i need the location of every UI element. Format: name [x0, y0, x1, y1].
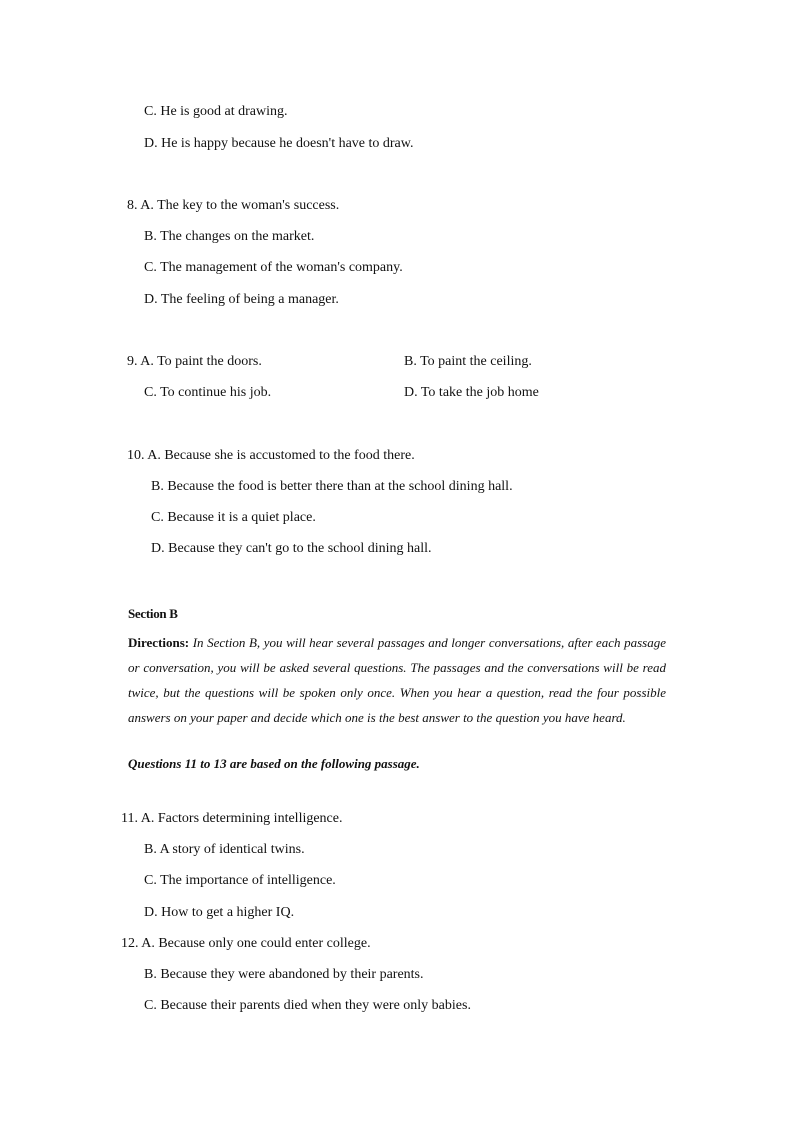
q12-option-c: C. Because their parents died when they were only babies. — [144, 998, 471, 1013]
q8-option-b: B. The changes on the market. — [144, 229, 315, 244]
q10-option-c: C. Because it is a quiet place. — [151, 510, 316, 525]
q7-option-d: D. He is happy because he doesn't have to draw. — [144, 136, 414, 151]
q11-option-d: D. How to get a higher IQ. — [144, 905, 295, 920]
q10-option-b: B. Because the food is better there than at the school dining hall. — [151, 479, 513, 494]
q8-option-d: D. The feeling of being a manager. — [144, 292, 339, 307]
q10-option-d: D. Because they can't go to the school dining hall. — [151, 541, 432, 556]
passage-note: Questions 11 to 13 are based on the following passage. — [128, 756, 420, 771]
q11-option-b: B. A story of identical twins. — [144, 842, 305, 857]
directions-label: Directions: — [128, 635, 190, 650]
q8-option-a: 8. A. The key to the woman's success. — [127, 198, 340, 213]
directions-text: In Section B, you will hear several passages and longer conversations, after each passage or conversation, you will be asked several questions. The passages and the conversations will be read twice, but the questions will be spoken only once. When you hear a question, read the four possible answers on your paper and decide which one is the best answer to the question you have heard. — [128, 635, 666, 725]
q12-option-a: 12. A. Because only one could enter college. — [121, 936, 371, 951]
q11-option-c: C. The importance of intelligence. — [144, 873, 336, 888]
q7-option-c: C. He is good at drawing. — [144, 104, 288, 119]
q8-option-c: C. The management of the woman's company. — [144, 260, 403, 275]
q9-option-d: D. To take the job home — [404, 385, 539, 400]
q12-option-b: B. Because they were abandoned by their parents. — [144, 967, 424, 982]
q9-option-b: B. To paint the ceiling. — [404, 354, 532, 369]
q9-option-a: 9. A. To paint the doors. — [127, 354, 262, 369]
q10-option-a: 10. A. Because she is accustomed to the food there. — [127, 448, 415, 463]
section-b-directions — [128, 630, 666, 730]
q9-option-c: C. To continue his job. — [144, 385, 272, 400]
section-b-title: Section B — [128, 606, 178, 621]
q11-option-a: 11. A. Factors determining intelligence. — [121, 811, 343, 826]
